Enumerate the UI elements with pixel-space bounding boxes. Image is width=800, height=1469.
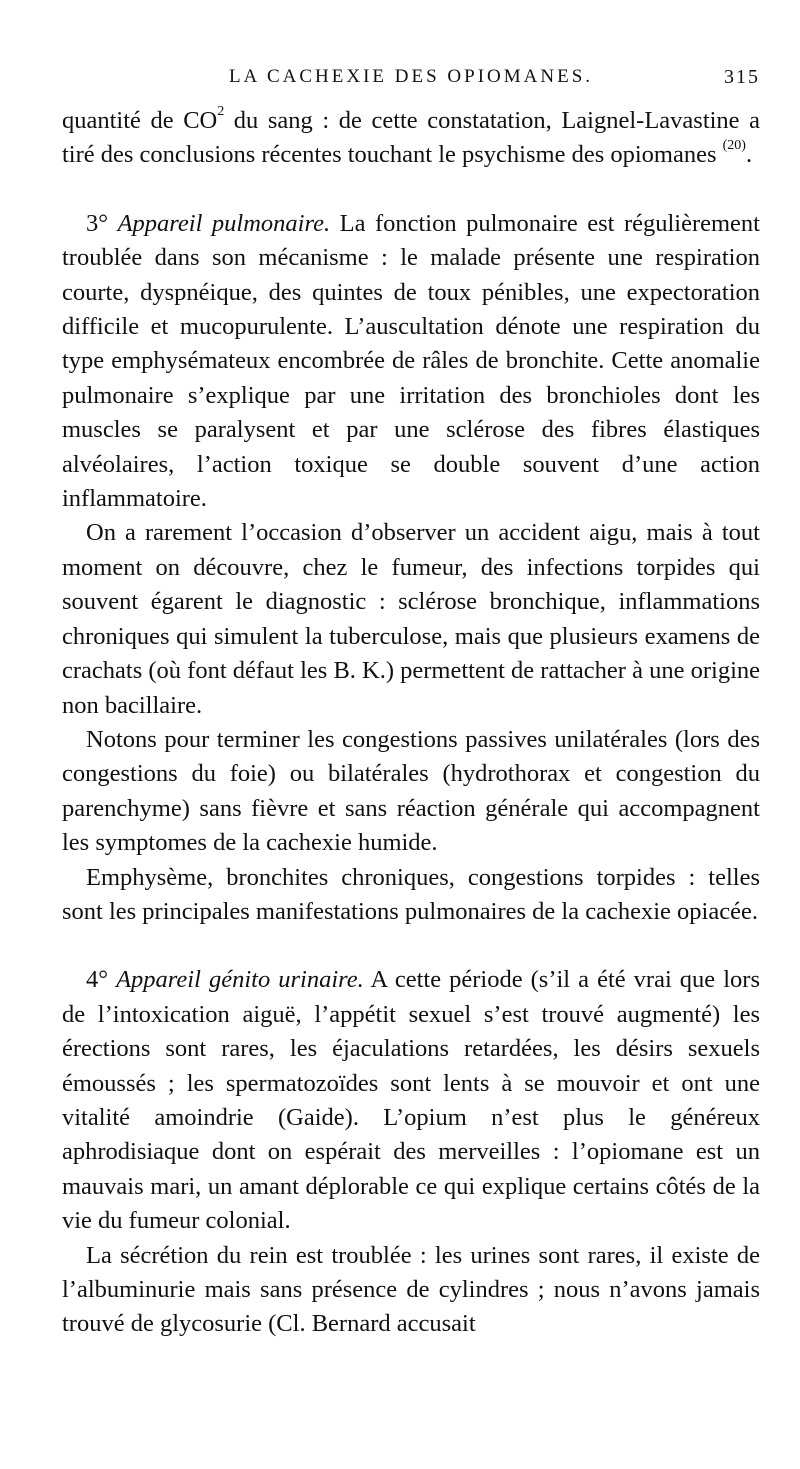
paragraph-text: du sang : de cette constatation, Laignel-Lavastine a tiré des conclusions récentes touchant le psychisme des opiomanes [62,107,761,169]
section-title: Appareil génito urinaire. [116,966,364,994]
section-genito-urinary [62,963,760,1238]
section-pulmonary [62,207,760,517]
running-head [62,58,760,98]
section-number: 3° [86,209,118,237]
running-title: LA CACHEXIE DES OPIOMANES. [228,66,594,87]
paragraph-congestions: Notons pour terminer les congestions passives unilatérales (lors des congestions du foie) ou bilatérales (hydrothorax et congestion du parenchyme) sans fièvre et sans réaction générale qui accompagnent les symptomes de la cachexie humide. [62,725,760,857]
paragraph-co2 [62,104,760,173]
paragraph-kidney: La sécrétion du rein est troublée : les urines sont rares, il existe de l’albuminurie mais sans présence de cylindres ; nous n’avons jamais trouvé de glycosurie (Cl. Bernard accusait [62,1241,760,1338]
paragraph-summary: Emphysème, bronchites chroniques, congestions torpides : telles sont les principales manifestations pulmonaires de la cachexie opiacée. [62,863,760,925]
section-title: Appareil pulmonaire. [117,209,331,237]
section-number: 4° [86,966,117,994]
footnote-ref: (20) [722,138,746,154]
paragraph-infections: On a rarement l’occasion d’observer un accident aigu, mais à tout moment on découvre, chez le fumeur, des infections torpides qui souvent égarent le diagnostic : sclérose bronchique, inflammations chroniques qui simulent la tuberculose, mais que plusieurs examens de crachats (où font défaut les B. K.) permettent de rattacher à une origine non bacillaire. [62,519,760,719]
page-number: 315 [724,66,760,88]
paragraph-text: La fonction pulmonaire est régulièrement troublée dans son mécanisme : le malade présente une respiration courte, dyspnéique, des quintes de toux pénibles, une expectoration difficile et mucopurulente. L’auscultation dénote une respiration du type emphysémateux encombrée de râles de bronchite. Cette anomalie pulmonaire s’explique par une irritation des bronchioles dont les muscles se paralysent et par une sclérose des fibres élastiques alvéolaires, l’action toxique se double souvent d’une action inflammatoire. [62,209,760,513]
paragraph-text: quantité de CO [62,107,218,134]
paragraph-text: . [745,141,753,169]
paragraph-text: A cette période (s’il a été vrai que lors de l’intoxication aiguë, l’appétit sexuel s’est trouvé augmenté) les érections sont rares, les éjaculations retardées, les désirs sexuels émoussés ; les spermatozoïdes sont lents à se mouvoir et ont une vitalité amoindrie (Gaide). L’opium n’est plus le généreux aphrodisiaque dont on espérait des merveilles : l’opiomane est un mauvais mari, un amant déplorable ce qui explique certains côtés de la vie du fumeur colonial. [62,966,760,1235]
superscript: 2 [217,103,225,119]
page-body [62,104,760,1342]
